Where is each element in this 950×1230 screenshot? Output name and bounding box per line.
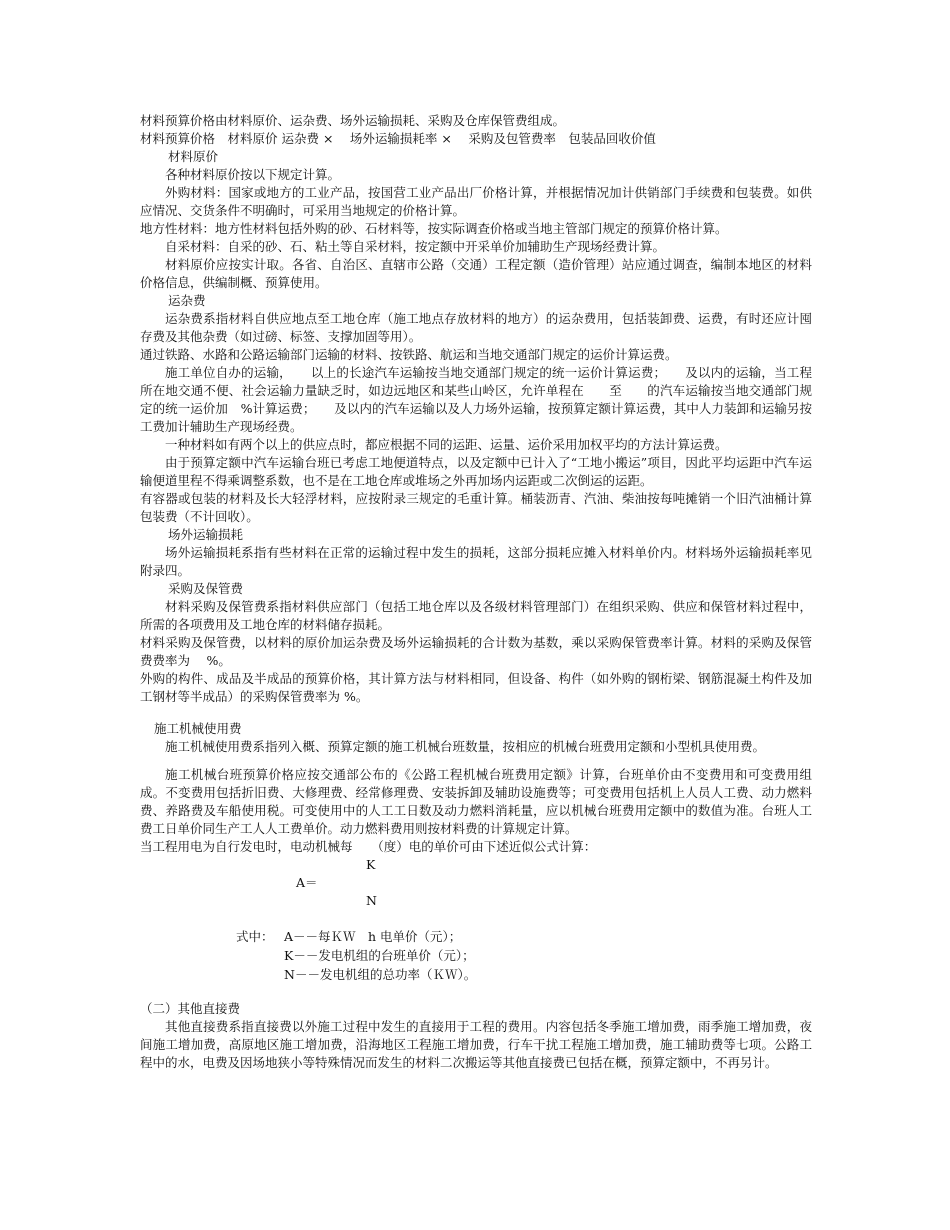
paragraph: 各种材料原价按以下规定计算。 — [165, 167, 341, 182]
other-direct-cost-paragraph: 其他直接费系指直接费以外施工过程中发生的直接用于工程的费用。内容包括冬季施工增加费，雨季施工增加费，夜间施工增加费，高原地区施工增加费，沿海地区工程施工增加费，行车干扰工程施工增加费，施工辅助费等七项。公路工程中的水，电费及因场地狭小等特殊情况而发生的材料二次搬运等其他直接费已包括在概，预算定额中，不再另计。 — [140, 1019, 812, 1070]
section-heading: 材料原价 — [168, 149, 219, 164]
formula-numerator: K — [366, 857, 376, 872]
definition-item: N－－发电机组的总功率（ＫＷ）。 — [284, 967, 477, 982]
paragraph: 外购的构件、成品及半成品的预算价格，其计算方法与材料相同，但设备、构件（如外购的钢桁梁、钢筋混凝土构件及加工钢材等半成品）的采购保管费率为 %。 — [140, 671, 812, 704]
formula-denominator: N — [366, 893, 377, 908]
machine-paragraph: 施工机械台班预算价格应按交通部公布的《公路工程机械台班费用定额》计算，台班单价由不变费用和可变费用组成。不变费用包括折旧费、大修理费、经常修理费、安装拆卸及辅助设施费等；可变费用包括机上人员人工费、动力燃料费、养路费及车船使用税。可变使用中的人工工日数及动力燃料消耗量，应以机械台班费用定额中的数值为准。台班人工费工日单价同生产工人人工费单价。动力燃料费用则按材料费的计算规定计算。 — [140, 767, 812, 836]
material-price-section — [140, 112, 812, 706]
paragraph: 地方性材料：地方性材料包括外购的砂、石材料等，按实际调查价格或当地主管部门规定的预算价格计算。 — [140, 221, 728, 236]
paragraph: 材料预算价格由材料原价、运杂费、场外运输损耗、采购及仓库保管费组成。 — [140, 113, 566, 128]
paragraph: 施工单位自办的运输， 以上的长途汽车运输按当地交通部门规定的统一运价计算运费； 及以内的运输，当工程所在地交通不便、社会运输力量缺乏时，如边远地区和某些山岭区，允许单程在 至 的汽车运输按当地交通部门规定的统一运价加 %计算运费； 及以内的汽车运输以及人力场外运输，按预算定额计算运费，其中人力装卸和运输另按工费加计辅助生产现场经费。 — [140, 365, 812, 434]
section-gap — [140, 706, 812, 720]
paragraph: 外购材料：国家或地方的工业产品，按国营工业产品出厂价格计算，并根据情况加计供销部门手续费和包装费。如供应情况、交货条件不明确时，可采用当地规定的价格计算。 — [140, 185, 812, 218]
other-direct-cost-heading: （二）其他直接费 — [140, 1001, 241, 1016]
paragraph: 材料预算价格 材料原价 运杂费 × 场外运输损耗率 × 采购及包管费率 包装品回收价值 — [140, 131, 656, 146]
machine-heading: 施工机械使用费 — [154, 721, 242, 736]
machine-paragraph: 施工机械使用费系指列入概、预算定额的施工机械台班数量，按相应的机械台班费用定额和小型机具使用费。 — [165, 739, 766, 754]
paragraph: 场外运输损耗系指有些材料在正常的运输过程中发生的损耗，这部分损耗应摊入材料单价内。材料场外运输损耗率见附录四。 — [140, 545, 812, 578]
formula-lhs: A＝ — [296, 875, 318, 890]
document-body — [140, 112, 812, 1072]
formula-block — [140, 856, 812, 928]
section-heading: 采购及保管费 — [168, 581, 244, 596]
definitions-label: 式中： — [236, 929, 274, 944]
paragraph: 由于预算定额中汽车运输台班已考虑工地便道特点，以及定额中已计入了“工地小搬运”项目，因此平均运距中汽车运输便道里程不得乘调整系数，也不是在工地仓库或堆场之外再加场内运距或二次倒运的运距。 — [140, 455, 812, 488]
section-gap — [140, 986, 812, 1000]
paragraph: 材料采购及保管费，以材料的原价加运杂费及场外运输损耗的合计数为基数，乘以采购保管费率计算。材料的采购及保管费费率为 %。 — [140, 635, 812, 668]
paragraph: 材料采购及保管费系指材料供应部门（包括工地仓库以及各级材料管理部门）在组织采购、供应和保管材料过程中，所需的各项费用及工地仓库的材料储存损耗。 — [140, 599, 812, 632]
formula-definitions — [140, 928, 812, 986]
paragraph: 材料原价应按实计取。各省、自治区、直辖市公路（交通）工程定额（造价管理）站应通过调查，编制本地区的材料价格信息，供编制概、预算使用。 — [140, 257, 812, 290]
paragraph: 自采材料：自采的砂、石、粘土等自采材料，按定额中开采单价加辅助生产现场经费计算。 — [165, 239, 666, 254]
paragraph: 运杂费系指材料自供应地点至工地仓库（施工地点存放材料的地方）的运杂费用，包括装卸费、运费，有时还应计囤存费及其他杂费（如过磅、标签、支撑加固等用）。 — [140, 311, 812, 344]
paragraph: 一种材料如有两个以上的供应点时，都应根据不同的运距、运量、运价采用加权平均的方法计算运费。 — [165, 437, 728, 452]
paragraph-gap — [140, 756, 812, 766]
definition-item: K－－发电机组的台班单价（元）； — [284, 948, 475, 963]
paragraph: 通过铁路、水路和公路运输部门运输的材料、按铁路、航运和当地交通部门规定的运价计算运费。 — [140, 347, 678, 362]
machine-paragraph: 当工程用电为自行发电时，电动机械每 （度）电的单价可由下述近似公式计算： — [140, 839, 597, 854]
section-heading: 场外运输损耗 — [168, 527, 244, 542]
paragraph: 有容器或包装的材料及长大轻浮材料，应按附录三规定的毛重计算。桶装沥青、汽油、柴油按每吨摊销一个旧汽油桶计算包装费（不计回收）。 — [140, 491, 812, 524]
definition-item: A－－每ＫＷ h 电单价（元）； — [284, 929, 462, 944]
section-heading: 运杂费 — [168, 293, 206, 308]
